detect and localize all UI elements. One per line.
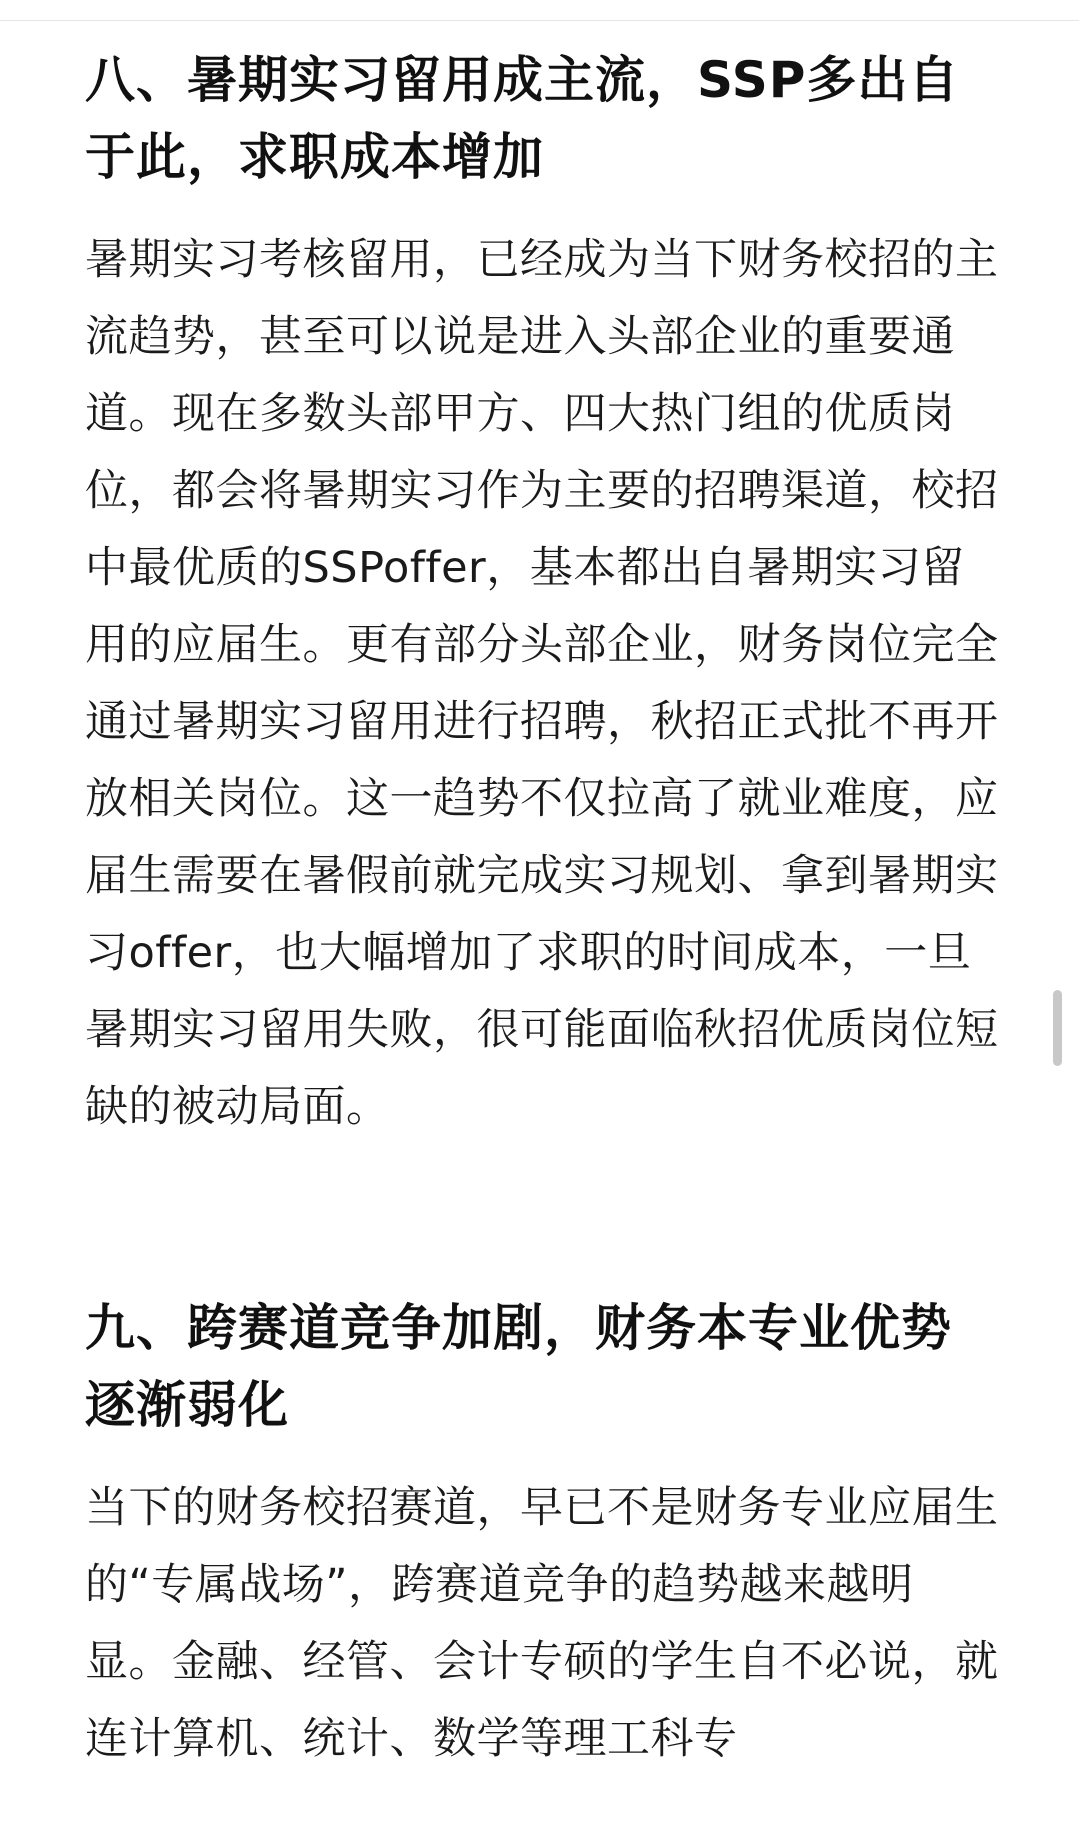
- section-8-heading: 八、暑期实习留用成主流，SSP多出自于此，求职成本增加: [85, 51, 960, 186]
- scrollbar-thumb[interactable]: [1053, 990, 1062, 1066]
- section-8-paragraph: 暑期实习考核留用，已经成为当下财务校招的主流趋势，甚至可以说是进入头部企业的重要通道。现在多数头部甲方、四大热门组的优质岗位，都会将暑期实习作为主要的招聘渠道，校招中最优质的SSPoffer，基本都出自暑期实习留用的应届生。更有部分头部企业，财务岗位完全通过暑期实习留用进行招聘，秋招正式批不再开放相关岗位。这一趋势不仅拉高了就业难度，应届生需要在暑假前就完成实习规划、拿到暑期实习offer，也大幅增加了求职的时间成本，一旦暑期实习留用失败，很可能面临秋招优质岗位短缺的被动局面。: [85, 235, 999, 1132]
- article-content: [85, 42, 1000, 1778]
- section-9-paragraph: 当下的财务校招赛道，早已不是财务专业应届生的“专属战场”，跨赛道竞争的趋势越来越明显。金融、经管、会计专硕的学生自不必说，就连计算机、统计、数学等理工科专: [85, 1483, 999, 1764]
- top-divider: [0, 0, 1079, 21]
- section-9-heading: 九、跨赛道竞争加剧，财务本专业优势逐渐弱化: [85, 1299, 952, 1434]
